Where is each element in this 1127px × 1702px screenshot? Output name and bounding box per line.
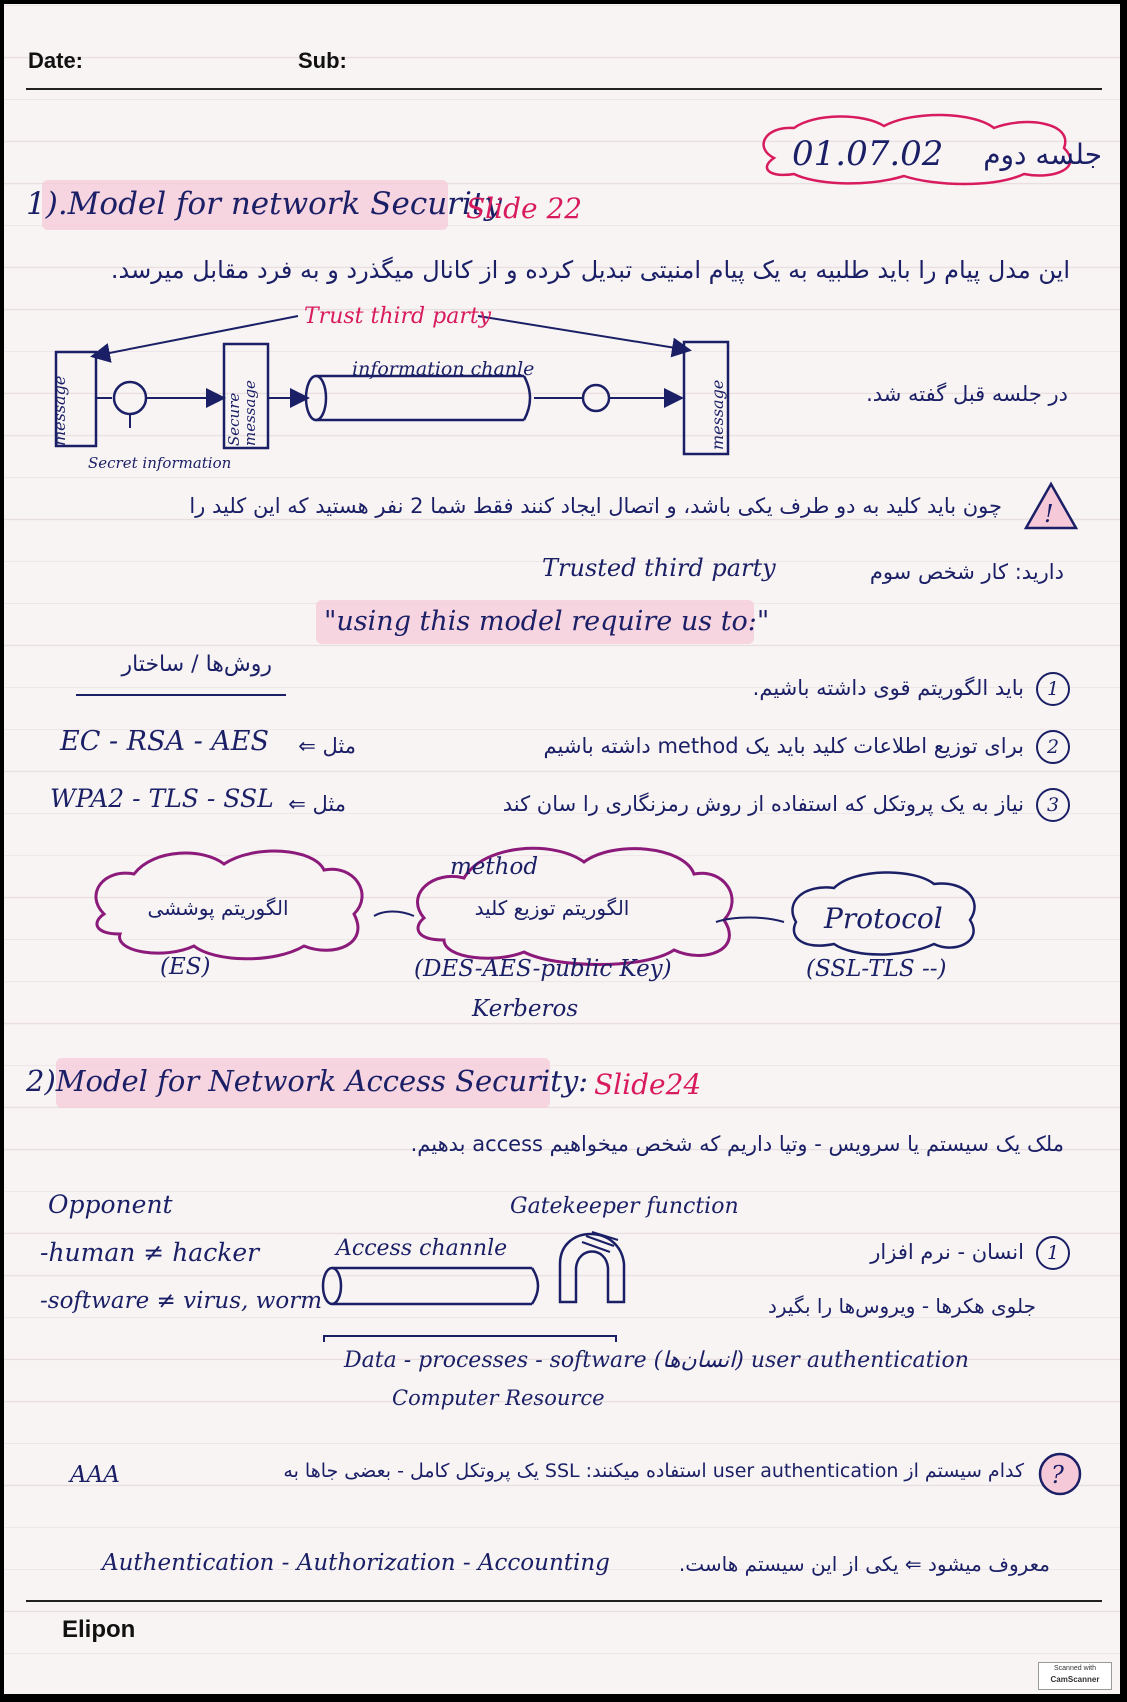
left-message-label: message — [50, 375, 69, 446]
item-2-number: 2 — [1036, 730, 1070, 764]
cloud-3-text: Protocol — [824, 902, 943, 935]
item-2-examples: EC - RSA - AES — [60, 726, 269, 757]
section1-description: این مدل پیام را باید طلبیه به یک پیام امنیتی تبدیل کرده و از کانال میگذرد و به فرد مقابل میرسد. — [110, 256, 1070, 284]
channel-label: information chanle — [352, 358, 535, 380]
session-date: 01.07.02 — [792, 134, 944, 174]
question-line: کدام سیستم از user authentication استفاده میکنند: SSL یک پروتکل کامل - بعضی جاها به — [283, 1460, 1024, 1482]
scanner-watermark-line-2: CamScanner — [1050, 1675, 1100, 1684]
notebook-page — [4, 4, 1120, 1694]
right-message-label: message — [708, 379, 727, 450]
side-note: در جلسه قبل گفته شد. — [866, 382, 1068, 406]
item-2-text: برای توزیع اطلاعات کلید باید یک method داشته باشیم — [543, 734, 1024, 758]
question-icon — [1034, 1450, 1090, 1500]
section2-slide: Slide24 — [594, 1068, 702, 1101]
svg-text:?: ? — [1051, 1461, 1064, 1489]
s2-item-1-number: 1 — [1036, 1236, 1070, 1270]
item-1-number: 1 — [1036, 672, 1070, 706]
computer-resource-label: Computer Resource — [392, 1386, 605, 1410]
cloud-2-sub: (DES-AES-public Key) — [414, 956, 672, 982]
final-line: معروف میشود ⇐ یکی از این سیستم هاست. — [678, 1552, 1050, 1576]
cloud-2-text: الگوریتم توزیع کلید — [474, 896, 630, 920]
alert-line-2-en: Trusted third party — [542, 554, 776, 582]
item-3-number: 3 — [1036, 788, 1070, 822]
cloud-3-sub: (SSL-TLS --) — [806, 956, 947, 982]
cloud-1-sub: (ES) — [160, 954, 211, 980]
brand-label: Elipon — [62, 1616, 136, 1643]
item-3-examples: WPA2 - TLS - SSL — [50, 784, 274, 813]
opponent-software: -software ≠ virus, worm — [40, 1288, 322, 1314]
aaa-label: AAA — [70, 1462, 120, 1488]
opponent-human: -human ≠ hacker — [40, 1238, 260, 1267]
cloud-1-text: الگوریتم پوششی — [147, 896, 289, 920]
s2-item-1b-text: جلوی هکرها - ویروس‌ها را بگیرد — [767, 1294, 1036, 1318]
svg-text:!: ! — [1044, 500, 1054, 528]
trusted-third-party-label: Trust third party — [304, 304, 492, 329]
secret-information-label: Secret information — [88, 454, 232, 472]
session-title: جلسه دوم — [983, 138, 1102, 171]
scanner-watermark — [1038, 1662, 1112, 1690]
access-channel-label: Access channle — [336, 1236, 508, 1261]
cloud-2-sub2: Kerberos — [472, 996, 579, 1022]
methods-underline — [76, 694, 286, 696]
section2-heading: 2)Model for Network Access Security: — [26, 1064, 589, 1098]
alert-line-1: چون باید کلید به دو طرف یکی باشد، و اتصال ایجاد کنند فقط شما 2 نفر هستید که این کلید را — [189, 494, 1002, 518]
data-processes-line: Data - processes - software (انسان‌ها) user authentication — [344, 1348, 969, 1373]
section1-slide: Slide 22 — [466, 192, 583, 225]
methods-note: روش‌ها / ساختار — [121, 652, 272, 677]
opponent-label: Opponent — [48, 1190, 173, 1219]
scanner-watermark-line-1: Scanned with — [1053, 1665, 1097, 1672]
warning-icon — [1022, 480, 1080, 532]
aaa-expansion: Authentication - Authorization - Accounting — [102, 1550, 610, 1576]
item-1-text: باید الگوریتم قوی داشته باشیم. — [752, 676, 1024, 700]
alert-line-2: دارید: کار شخص سوم — [869, 560, 1064, 584]
item-3-eg: مثل ⇐ — [288, 792, 346, 816]
sub-label: Sub: — [298, 48, 347, 73]
item-2-eg: مثل ⇐ — [298, 734, 356, 758]
access-diagram — [320, 1224, 630, 1354]
using-model-quote: "using this model require us to:" — [324, 606, 770, 637]
cloud-2-top: method — [450, 854, 539, 880]
gatekeeper-label: Gatekeeper function — [510, 1194, 739, 1219]
date-label: Date: — [28, 48, 84, 73]
section2-description: ملک یک سیستم یا سرویس - وتیا داریم که شخص میخواهیم access بدهیم. — [410, 1132, 1064, 1156]
item-3-text: نیاز به یک پروتکل که استفاده از روش رمزنگاری را سان کند — [502, 792, 1024, 816]
s2-item-1-text: انسان - نرم افزار — [870, 1240, 1024, 1264]
header-rule — [26, 88, 1102, 90]
footer-rule — [26, 1600, 1102, 1602]
secure-message-label: Secure message — [225, 380, 259, 446]
section1-heading: 1).Model for network Security — [26, 186, 502, 222]
